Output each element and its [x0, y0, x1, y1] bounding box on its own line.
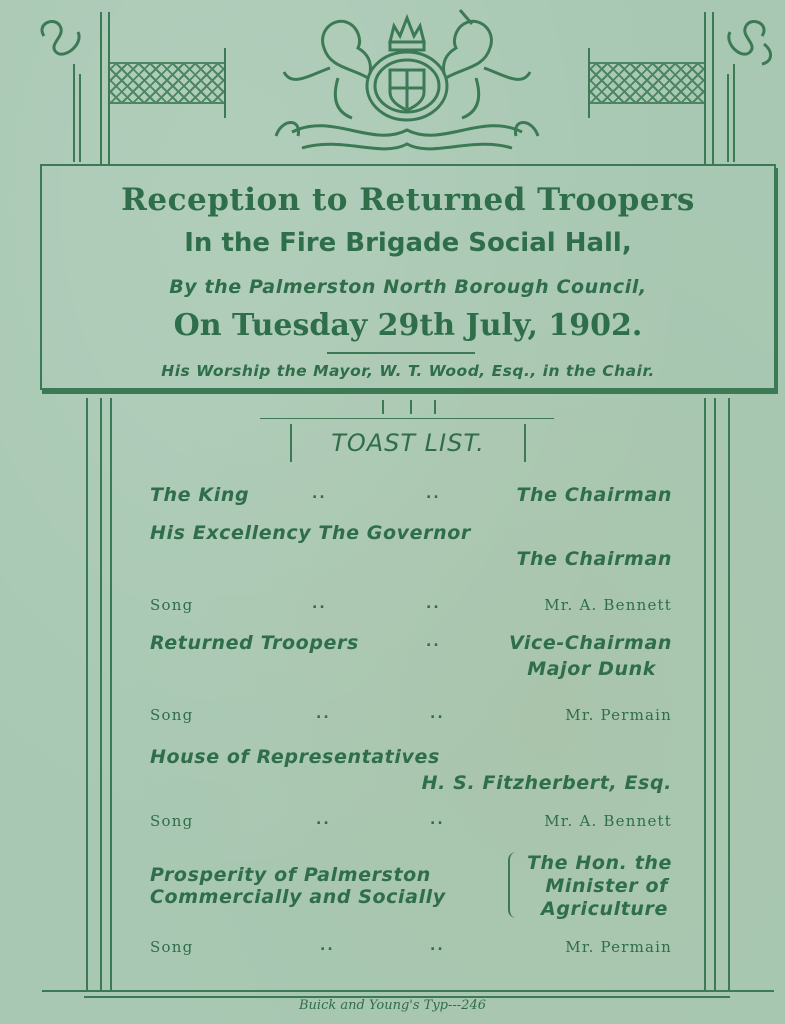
- song-label: Song: [150, 596, 194, 614]
- left-frame-outer: [86, 398, 88, 990]
- left-frame-mid: [100, 398, 102, 990]
- leader-dots: ..: [426, 486, 441, 502]
- singer-name: Mr. A. Bennett: [544, 596, 672, 614]
- left-pole: [100, 12, 102, 164]
- event-title: Reception to Returned Troopers: [121, 182, 695, 218]
- heading-tick-3: [434, 400, 436, 414]
- left-flag-edge: [224, 48, 226, 118]
- list-item-response: [150, 658, 672, 684]
- list-item: [150, 936, 672, 962]
- heading-tick-2: [410, 400, 412, 414]
- left-flourish-icon: [34, 14, 94, 164]
- toast-responder: The Chairman: [516, 484, 672, 506]
- toast-responder-secondary: Major Dunk: [527, 658, 656, 680]
- toast-name: Returned Troopers: [150, 632, 359, 654]
- leader-dots: ..: [426, 634, 441, 650]
- leader-dots: ..: [316, 812, 331, 828]
- list-item-response: [150, 898, 672, 924]
- list-item: [150, 632, 672, 658]
- list-item: [150, 594, 672, 620]
- toast-responder: Vice-Chairman: [508, 632, 672, 654]
- toast-responder-tertiary: Agriculture: [541, 898, 668, 920]
- leader-dots: ..: [316, 706, 331, 722]
- right-flourish-icon: [712, 14, 782, 164]
- event-header: [40, 164, 776, 390]
- leader-dots: ..: [320, 938, 335, 954]
- list-item: [150, 810, 672, 836]
- left-frame-inner: [110, 398, 112, 990]
- toast-list-heading: TOAST LIST.: [290, 424, 526, 462]
- right-frame-inner: [704, 398, 706, 990]
- toast-responder: H. S. Fitzherbert, Esq.: [421, 772, 672, 794]
- toast-responder: The Hon. the: [527, 852, 672, 874]
- bottom-rule: [42, 990, 774, 992]
- list-item: [150, 746, 672, 772]
- right-pole-inner: [712, 12, 714, 164]
- toast-responder-secondary: Minister of: [545, 875, 668, 897]
- toast-name-secondary: Commercially and Socially: [150, 886, 446, 908]
- toast-name: His Excellency The Governor: [150, 522, 471, 544]
- list-item: [150, 704, 672, 730]
- right-frame-mid: [714, 398, 716, 990]
- printer-imprint: Buick and Young's Typ---246: [298, 998, 486, 1013]
- toast-name: Prosperity of Palmerston: [150, 864, 431, 886]
- date-underline: [327, 352, 475, 354]
- toast-responder: The Chairman: [516, 548, 672, 570]
- song-label: Song: [150, 812, 194, 830]
- song-label: Song: [150, 706, 194, 724]
- singer-name: Mr. A. Bennett: [544, 812, 672, 830]
- list-item-response: [150, 772, 672, 798]
- list-item: [150, 484, 672, 510]
- right-frame-outer: [728, 398, 730, 990]
- singer-name: Mr. Permain: [565, 938, 672, 956]
- right-flag: [588, 62, 706, 104]
- singer-name: Mr. Permain: [565, 706, 672, 724]
- left-flag: [108, 62, 226, 104]
- toast-name: House of Representatives: [150, 746, 440, 768]
- right-flag-edge: [588, 48, 590, 118]
- heading-tick-1: [382, 400, 384, 414]
- list-item-response: [150, 548, 672, 574]
- royal-coat-of-arms-icon: [272, 8, 542, 160]
- leader-dots: ..: [430, 938, 445, 954]
- leader-dots: ..: [312, 486, 327, 502]
- song-label: Song: [150, 938, 194, 956]
- event-venue: In the Fire Brigade Social Hall,: [184, 228, 632, 258]
- leader-dots: ..: [430, 706, 445, 722]
- leader-dots: ..: [430, 812, 445, 828]
- event-host: By the Palmerston North Borough Council,: [169, 276, 647, 298]
- event-chair: His Worship the Mayor, W. T. Wood, Esq., in the Chair.: [161, 362, 655, 380]
- event-date: On Tuesday 29th July, 1902.: [173, 308, 643, 343]
- toast-name: The King: [150, 484, 250, 506]
- leader-dots: ..: [312, 596, 327, 612]
- list-item: [150, 522, 672, 548]
- heading-rule: [260, 418, 554, 419]
- leader-dots: ..: [426, 596, 441, 612]
